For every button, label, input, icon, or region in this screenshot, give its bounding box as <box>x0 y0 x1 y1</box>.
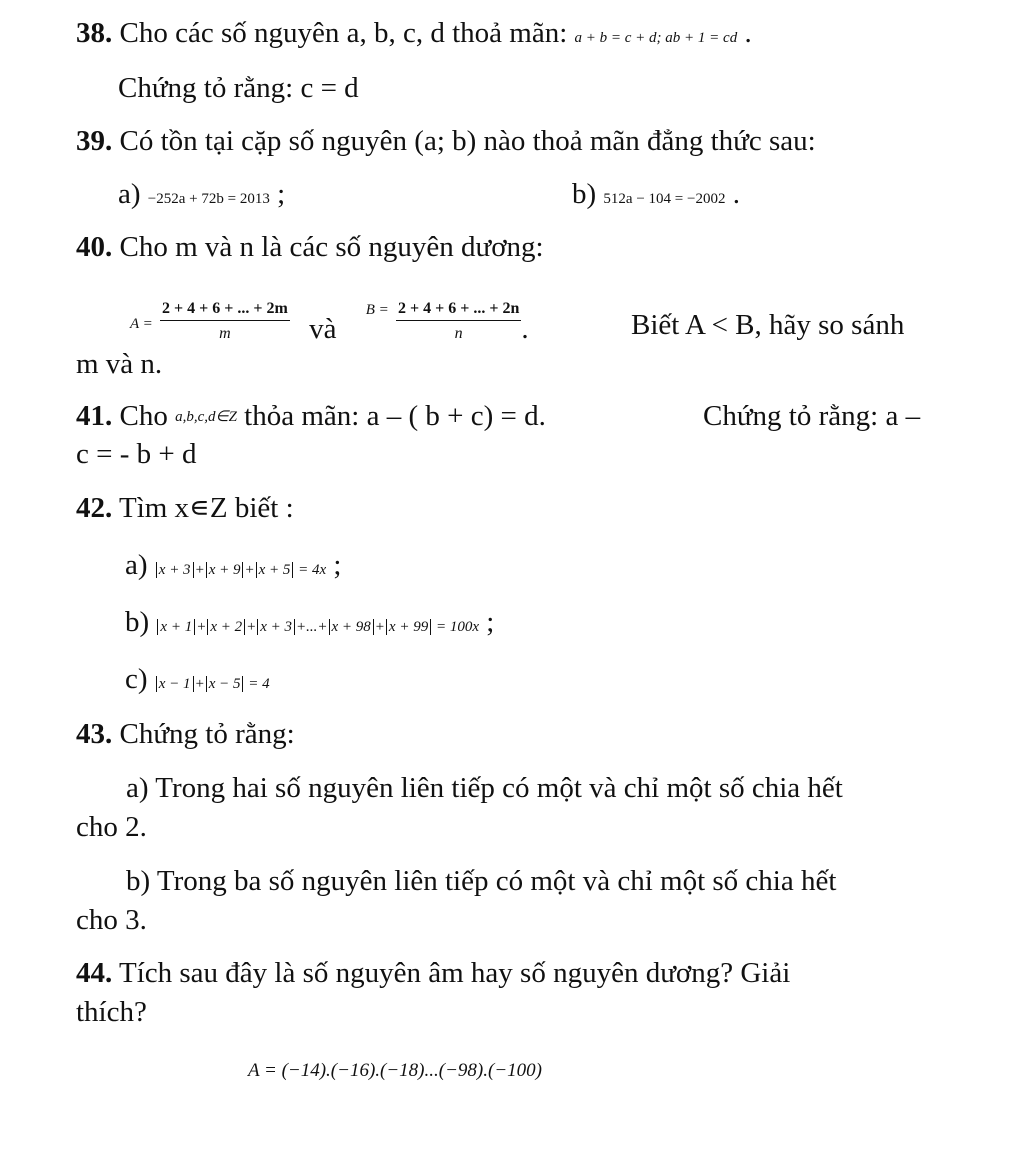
formula: a,b,c,d∈Z <box>175 409 237 425</box>
problem-41 <box>76 399 546 434</box>
punctuation: ; <box>478 606 495 638</box>
problem-number: 40. <box>76 231 113 263</box>
problem-39-b <box>572 177 740 216</box>
problem-42 <box>76 491 294 525</box>
problem-41-claim: c = - b + d <box>76 438 197 470</box>
abs-term: x + 9 <box>206 562 244 578</box>
problem-40-formulas <box>130 286 529 353</box>
abs-term: x + 98 <box>329 619 374 635</box>
problem-43-b-cont: cho 3. <box>76 904 147 936</box>
problem-number: 38. <box>76 17 113 49</box>
problem-40-given: Biết A < B, hãy so sánh <box>631 309 905 341</box>
problem-number: 42. <box>76 492 113 524</box>
denominator: n <box>454 324 463 342</box>
problem-44-formula <box>248 1050 542 1088</box>
formula-rhs: = 100x <box>435 619 479 635</box>
formula-lhs: A = <box>130 316 153 332</box>
conjunction: và <box>309 313 337 345</box>
formula-lhs: B = <box>365 302 389 318</box>
problem-text: Cho <box>112 400 176 432</box>
abs-term: x − 5 <box>206 676 244 692</box>
punctuation: ; <box>326 549 342 581</box>
punctuation: . <box>737 17 752 49</box>
problem-40 <box>76 230 544 264</box>
abs-term: x + 2 <box>207 619 245 635</box>
problem-42-a <box>125 548 341 587</box>
formula: x + 1 + x + 2 + x + 3 +...+ x + 98 + x + 99 = 100x <box>156 619 479 635</box>
problem-41-prove: Chứng tỏ rằng: a – <box>703 400 921 432</box>
item-label: b) <box>572 178 597 210</box>
item-label: b) <box>125 606 150 638</box>
problem-44 <box>76 956 790 990</box>
abs-term: x + 3 <box>257 619 295 635</box>
problem-44-cont: thích? <box>76 996 147 1028</box>
formula: −252a + 72b = 2013 <box>147 191 270 207</box>
ellipsis: +...+ <box>296 619 328 635</box>
problem-text: Cho m và n là các số nguyên dương: <box>112 231 544 263</box>
formula: 512a − 104 = −2002 <box>603 191 726 207</box>
formula: x − 1 + x − 5 = 4 <box>155 676 270 692</box>
problem-42-c <box>125 662 270 701</box>
fraction-B <box>396 300 521 343</box>
abs-term: x + 99 <box>386 619 431 635</box>
problem-43-a: a) Trong hai số nguyên liên tiếp có một và chỉ một số chia hết <box>126 772 843 804</box>
abs-term: x + 1 <box>157 619 195 635</box>
item-label: a) <box>125 549 148 581</box>
problem-42-b <box>125 605 494 644</box>
problem-text: Cho các số nguyên a, b, c, d thoả mãn: <box>112 17 575 49</box>
problem-text: Có tồn tại cặp số nguyên (a; b) nào thoả mãn đẳng thức sau: <box>112 125 816 157</box>
formula-rhs: = 4x <box>298 562 327 578</box>
problem-39 <box>76 124 816 158</box>
denominator: m <box>219 324 231 342</box>
problem-43-b: b) Trong ba số nguyên liên tiếp có một và chỉ một số chia hết <box>126 865 837 897</box>
punctuation: ; <box>269 178 286 210</box>
formula: a + b = c + d; ab + 1 = cd <box>574 30 738 46</box>
numerator: 2 + 4 + 6 + ... + 2n <box>396 300 521 321</box>
problem-number: 43. <box>76 718 113 750</box>
numerator: 2 + 4 + 6 + ... + 2m <box>160 300 290 321</box>
problem-text: Tìm x∊Z biết : <box>112 492 294 524</box>
abs-term: x + 5 <box>256 562 294 578</box>
punctuation: . <box>725 178 740 210</box>
problem-39-a <box>118 177 285 216</box>
problem-text: Tích sau đây là số nguyên âm hay số nguyên dương? Giải <box>112 957 791 989</box>
problem-number: 39. <box>76 125 113 157</box>
item-label: c) <box>125 663 148 695</box>
problem-text: thỏa mãn: a – ( b + c) = d. <box>236 400 546 432</box>
fraction-A <box>160 300 290 343</box>
abs-term: x − 1 <box>156 676 194 692</box>
problem-number: 44. <box>76 957 113 989</box>
problem-38-claim: Chứng tỏ rằng: c = d <box>118 72 359 104</box>
problem-43-a-cont: cho 2. <box>76 811 147 843</box>
abs-term: x + 3 <box>156 562 194 578</box>
problem-number: 41. <box>76 400 113 432</box>
formula: x + 3 + x + 9 + x + 5 = 4x <box>155 562 326 578</box>
problem-38 <box>76 16 752 55</box>
problem-43 <box>76 717 295 751</box>
item-label: a) <box>118 178 141 210</box>
formula-rhs: = 4 <box>248 676 270 692</box>
formula: A = (−14).(−16).(−18)...(−98).(−100) <box>248 1060 542 1081</box>
problem-text: Chứng tỏ rằng: <box>112 718 295 750</box>
problem-40-question: m và n. <box>76 348 163 380</box>
punctuation: . <box>521 313 529 345</box>
